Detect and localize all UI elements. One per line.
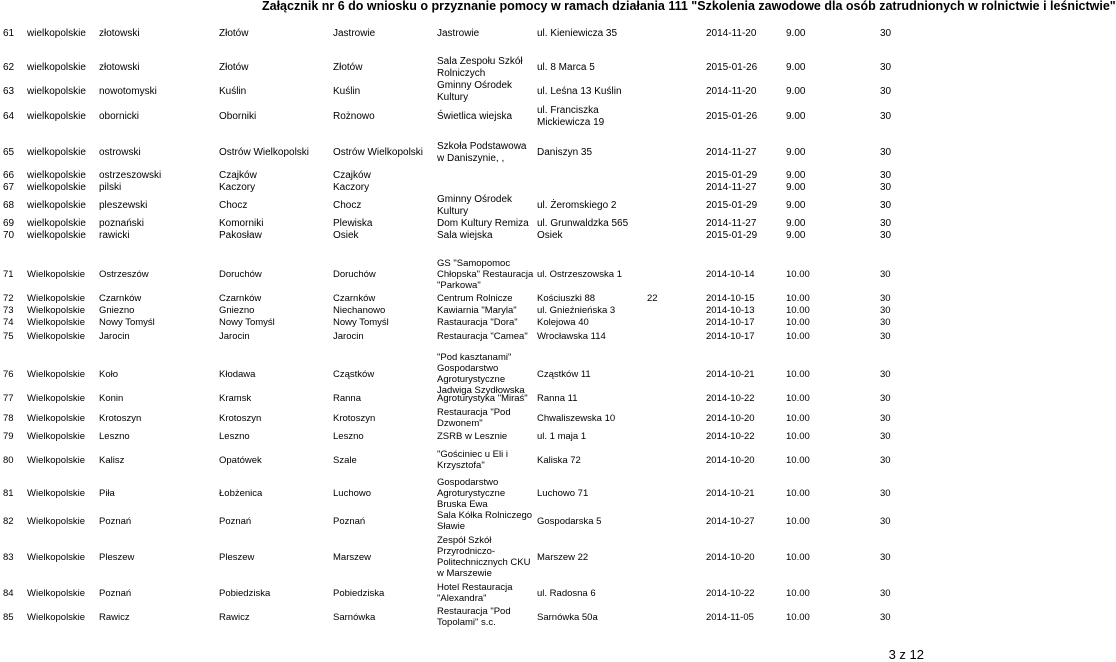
- cell-adres: ul. Radosna 6: [537, 588, 596, 599]
- cell-data: 2014-10-22: [706, 588, 755, 599]
- cell-nr: 82: [3, 516, 14, 527]
- cell-godz: 9.00: [786, 170, 806, 181]
- cell-adres: Kaliska 72: [537, 455, 581, 466]
- cell-gmina: Krotoszyn: [219, 413, 262, 424]
- cell-woj: Wielkopolskie: [27, 612, 86, 623]
- cell-miejsce: Szkoła Podstawowa w Daniszynie, ,: [437, 141, 527, 164]
- cell-woj: wielkopolskie: [27, 170, 86, 181]
- cell-woj: Wielkopolskie: [27, 516, 86, 527]
- cell-nr: 69: [3, 218, 15, 229]
- cell-gmina: Pakosław: [219, 230, 262, 241]
- cell-woj: wielkopolskie: [27, 218, 86, 229]
- cell-miejsce: Restauracja "Pod Dzwonem": [437, 407, 511, 429]
- cell-godziny: 30: [880, 218, 892, 229]
- cell-data: 2014-10-17: [706, 317, 755, 328]
- table-row: [0, 406, 960, 430]
- cell-woj: wielkopolskie: [27, 86, 86, 97]
- cell-godziny: 30: [880, 552, 891, 563]
- cell-miejsce: Zespół Szkół Przyrodniczo-Politechnicznych CKU w Marszewie: [437, 535, 531, 579]
- cell-gmina: Rawicz: [219, 612, 250, 623]
- cell-gmina: Doruchów: [219, 269, 262, 280]
- cell-godz: 10.00: [786, 369, 810, 380]
- table-row: [0, 182, 960, 194]
- cell-powiat: ostrzeszowski: [99, 170, 162, 181]
- cell-powiat: Poznań: [99, 516, 132, 527]
- cell-godz: 10.00: [786, 269, 810, 280]
- cell-data: 2014-10-17: [706, 331, 755, 342]
- cell-woj: Wielkopolskie: [27, 488, 86, 499]
- cell-woj: Wielkopolskie: [27, 588, 86, 599]
- cell-miejscowosc: Rożnowo: [333, 111, 375, 122]
- cell-godziny: 30: [880, 28, 892, 39]
- cell-nr: 75: [3, 331, 14, 342]
- table-row: [0, 80, 960, 104]
- cell-miejsce: Agroturystyka "Miraś": [437, 393, 528, 404]
- cell-adres: ul. Leśna 13 Kuślin: [537, 86, 622, 97]
- cell-powiat: Koło: [99, 369, 119, 380]
- cell-nr: 63: [3, 86, 15, 97]
- cell-adres: Daniszyn 35: [537, 147, 593, 158]
- cell-data: 2014-10-21: [706, 369, 755, 380]
- cell-godz: 9.00: [786, 230, 806, 241]
- cell-miejscowosc: Jastrowie: [333, 28, 376, 39]
- cell-godz: 10.00: [786, 431, 810, 442]
- cell-godziny: 30: [880, 431, 891, 442]
- cell-gmina: Łobżenica: [219, 488, 263, 499]
- cell-powiat: pleszewski: [99, 200, 148, 211]
- table-row: [0, 604, 960, 630]
- cell-adres: ul. Grunwaldzka 565: [537, 218, 629, 229]
- table-row: [0, 392, 960, 404]
- cell-adres: Gospodarska 5: [537, 516, 602, 527]
- cell-woj: wielkopolskie: [27, 28, 86, 39]
- cell-godz: 10.00: [786, 588, 810, 599]
- cell-gmina: Pleszew: [219, 552, 255, 563]
- cell-adres: Chwaliszewska 10: [537, 413, 616, 424]
- table-row: [0, 316, 960, 328]
- cell-nr: 62: [3, 62, 15, 73]
- cell-adres: ul. Kieniewicza 35: [537, 28, 618, 39]
- cell-gmina: Komorniki: [219, 218, 264, 229]
- cell-powiat: Leszno: [99, 431, 130, 442]
- cell-miejscowosc: Kaczory: [333, 182, 370, 193]
- cell-adres: Cząstków 11: [537, 369, 591, 380]
- cell-godziny: 30: [880, 170, 892, 181]
- cell-gmina: Oborniki: [219, 111, 257, 122]
- cell-godziny: 30: [880, 305, 891, 316]
- cell-powiat: złotowski: [99, 62, 140, 73]
- cell-gmina: Ostrów Wielkopolski: [219, 147, 310, 158]
- cell-gmina: Kłodawa: [219, 369, 256, 380]
- table-row: [0, 104, 960, 130]
- cell-gmina: Czajków: [219, 170, 257, 181]
- cell-data: 2014-11-27: [706, 182, 757, 193]
- cell-data: 2015-01-29: [706, 230, 758, 241]
- cell-godziny: 30: [880, 62, 892, 73]
- cell-miejsce: Rastauracja "Dora": [437, 317, 518, 328]
- cell-miejsce: Kawiarnia "Maryla": [437, 305, 517, 316]
- cell-miejscowosc: Czajków: [333, 170, 371, 181]
- cell-powiat: Jarocin: [99, 331, 130, 342]
- cell-godziny: 30: [880, 455, 891, 466]
- cell-woj: wielkopolskie: [27, 182, 86, 193]
- cell-adres: Kolejowa 40: [537, 317, 589, 328]
- cell-godz: 9.00: [786, 200, 806, 211]
- cell-nr: 85: [3, 612, 14, 623]
- cell-gmina: Kuślin: [219, 86, 247, 97]
- cell-gmina: Nowy Tomyśl: [219, 317, 275, 328]
- cell-gmina: Gniezno: [219, 305, 255, 316]
- cell-adres: ul. 1 maja 1: [537, 431, 587, 442]
- cell-adres: Osiek: [537, 230, 563, 241]
- document-header: Załącznik nr 6 do wniosku o przyznanie pomocy w ramach działania 111 "Szkolenia zawodowe dla osób zatrudnionych w rolnictwie i leśnictwie": [262, 0, 1116, 13]
- cell-gmina: Opatówek: [219, 455, 262, 466]
- page-number: 3 z 12: [888, 647, 924, 662]
- cell-adres: Wrocławska 114: [537, 331, 606, 342]
- cell-nr: 76: [3, 369, 14, 380]
- cell-nr: 74: [3, 317, 14, 328]
- cell-miejscowosc: Nowy Tomyśl: [333, 317, 389, 328]
- cell-miejsce: Sala Zespołu Szkół Rolniczych: [437, 56, 523, 79]
- table-row: [0, 12, 960, 56]
- cell-nr: 66: [3, 170, 15, 181]
- cell-godz: 9.00: [786, 86, 806, 97]
- cell-nr: 68: [3, 200, 15, 211]
- cell-data: 2014-11-27: [706, 147, 757, 158]
- cell-adres: ul. Franciszka Mickiewicza 19: [537, 105, 605, 128]
- cell-godziny: 30: [880, 588, 891, 599]
- cell-miejscowosc: Cząstków: [333, 369, 375, 380]
- cell-data: 2014-11-20: [706, 28, 757, 39]
- cell-woj: Wielkopolskie: [27, 431, 86, 442]
- cell-godziny: 30: [880, 200, 892, 211]
- cell-nr: 67: [3, 182, 15, 193]
- cell-nr: 84: [3, 588, 14, 599]
- cell-miejscowosc: Poznań: [333, 516, 366, 527]
- cell-godz: 10.00: [786, 612, 810, 623]
- cell-godziny: 30: [880, 488, 891, 499]
- cell-nr: 79: [3, 431, 14, 442]
- cell-godz: 9.00: [786, 28, 806, 39]
- cell-miejsce: Świetlica wiejska: [437, 111, 513, 122]
- cell-data: 2014-10-13: [706, 305, 755, 316]
- cell-godz: 9.00: [786, 182, 806, 193]
- cell-godziny: 30: [880, 111, 892, 122]
- cell-miejscowosc: Sarnówka: [333, 612, 376, 623]
- cell-data: 2014-10-27: [706, 516, 755, 527]
- cell-miejscowosc: Chocz: [333, 200, 362, 211]
- table-row: [0, 170, 960, 182]
- cell-miejsce: Centrum Rolnicze: [437, 293, 513, 304]
- cell-data: 2014-10-21: [706, 488, 755, 499]
- cell-gmina: Poznań: [219, 516, 252, 527]
- cell-godziny: 30: [880, 413, 891, 424]
- cell-woj: wielkopolskie: [27, 147, 86, 158]
- cell-godziny: 30: [880, 86, 892, 97]
- cell-miejsce: "Pod kasztanami" Gospodarstwo Agroturystyczne Jadwiga Szydłowska: [437, 352, 525, 396]
- cell-nr: 80: [3, 455, 14, 466]
- cell-gmina: Czarnków: [219, 293, 262, 304]
- cell-adres: ul. Gnieźnieńska 3: [537, 305, 616, 316]
- cell-godz: 10.00: [786, 516, 810, 527]
- cell-miejscowosc: Jarocin: [333, 331, 364, 342]
- table-row: [0, 304, 960, 316]
- cell-miejscowosc: Plewiska: [333, 218, 373, 229]
- cell-powiat: Gniezno: [99, 305, 135, 316]
- cell-miejsce: Jastrowie: [437, 28, 480, 39]
- cell-powiat: Nowy Tomyśl: [99, 317, 155, 328]
- cell-miejsce: Gminny Ośrodek Kultury: [437, 80, 513, 103]
- cell-woj: Wielkopolskie: [27, 369, 86, 380]
- cell-gmina: Jarocin: [219, 331, 250, 342]
- cell-miejsce: Sala Kółka Rolniczego Sławie: [437, 510, 533, 532]
- cell-adres: ul. Żeromskiego 2: [537, 200, 617, 211]
- cell-adres: Ranna 11: [537, 393, 578, 404]
- cell-miejscowosc: Niechanowo: [333, 305, 386, 316]
- cell-miejscowosc: Szale: [333, 455, 357, 466]
- cell-godziny: 30: [880, 393, 891, 404]
- cell-woj: wielkopolskie: [27, 200, 86, 211]
- cell-woj: Wielkopolskie: [27, 293, 86, 304]
- cell-godziny: 30: [880, 269, 891, 280]
- cell-data: 2015-01-26: [706, 111, 758, 122]
- cell-godziny: 30: [880, 230, 892, 241]
- cell-gmina: Złotów: [219, 62, 249, 73]
- cell-powiat: Konin: [99, 393, 124, 404]
- cell-data: 2014-10-22: [706, 393, 755, 404]
- cell-powiat: pilski: [99, 182, 122, 193]
- cell-gmina: Leszno: [219, 431, 250, 442]
- cell-miejsce: Sala wiejska: [437, 230, 493, 241]
- cell-nr: 65: [3, 147, 15, 158]
- cell-miejsce: ZSRB w Lesznie: [437, 431, 508, 442]
- cell-adres: Sarnówka 50a: [537, 612, 598, 623]
- cell-woj: Wielkopolskie: [27, 552, 86, 563]
- cell-godziny: 30: [880, 147, 892, 158]
- table-row: [0, 534, 960, 580]
- cell-data: 2014-11-05: [706, 612, 754, 623]
- cell-powiat: poznański: [99, 218, 145, 229]
- cell-powiat: Czarnków: [99, 293, 142, 304]
- cell-godz: 10.00: [786, 293, 810, 304]
- cell-nr: 73: [3, 305, 14, 316]
- cell-data: 2014-10-20: [706, 552, 755, 563]
- table-row: [0, 194, 960, 218]
- table-row: [0, 292, 960, 304]
- cell-gmina: Chocz: [219, 200, 248, 211]
- cell-miejsce: Dom Kultury Remiza: [437, 218, 529, 229]
- cell-miejsce: GS "Samopomoc Chłopska" Restauracja "Parkowa": [437, 258, 534, 291]
- cell-miejscowosc: Czarnków: [333, 293, 376, 304]
- cell-powiat: złotowski: [99, 28, 140, 39]
- table-row: [0, 250, 960, 298]
- cell-data: 2015-01-29: [706, 200, 758, 211]
- cell-miejscowosc: Doruchów: [333, 269, 376, 280]
- cell-nr: 71: [3, 269, 14, 280]
- cell-nr: 78: [3, 413, 14, 424]
- cell-miejscowosc: Kuślin: [333, 86, 361, 97]
- table-row: [0, 56, 960, 80]
- cell-data: 2014-10-15: [706, 293, 755, 304]
- cell-miejscowosc: Osiek: [333, 230, 359, 241]
- cell-gmina: Kramsk: [219, 393, 252, 404]
- table-row: [0, 136, 960, 170]
- table-row: [0, 508, 960, 534]
- cell-powiat: obornicki: [99, 111, 140, 122]
- cell-miejsce: Gminny Ośrodek Kultury: [437, 194, 513, 217]
- cell-godz: 10.00: [786, 488, 810, 499]
- cell-powiat: ostrowski: [99, 147, 141, 158]
- cell-gmina: Kaczory: [219, 182, 256, 193]
- cell-miejscowosc: Luchowo: [333, 488, 372, 499]
- cell-godz: 9.00: [786, 218, 806, 229]
- cell-miejscowosc: Ostrów Wielkopolski: [333, 147, 424, 158]
- cell-woj: Wielkopolskie: [27, 455, 86, 466]
- table-row: [0, 230, 960, 242]
- cell-woj: wielkopolskie: [27, 230, 86, 241]
- cell-woj: wielkopolskie: [27, 111, 86, 122]
- cell-nr: 83: [3, 552, 14, 563]
- cell-godz: 10.00: [786, 305, 810, 316]
- cell-adres: Kościuszki 88: [537, 293, 596, 304]
- cell-data: 2014-10-20: [706, 455, 755, 466]
- cell-godziny: 30: [880, 331, 891, 342]
- cell-gmina: Złotów: [219, 28, 249, 39]
- cell-powiat: Krotoszyn: [99, 413, 142, 424]
- cell-data: 2014-10-20: [706, 413, 755, 424]
- cell-godz: 10.00: [786, 331, 810, 342]
- cell-woj: Wielkopolskie: [27, 305, 86, 316]
- cell-godz: 10.00: [786, 317, 810, 328]
- cell-godz: 10.00: [786, 455, 810, 466]
- cell-godz: 10.00: [786, 413, 810, 424]
- cell-miejsce: Gospodarstwo Agroturystyczne Bruska Ewa: [437, 477, 506, 510]
- cell-nr: 70: [3, 230, 15, 241]
- cell-miejscowosc: Pobiedziska: [333, 588, 385, 599]
- cell-nr: 81: [3, 488, 14, 499]
- table-row: [0, 218, 960, 230]
- cell-godziny: 30: [880, 317, 891, 328]
- cell-godziny: 30: [880, 612, 891, 623]
- cell-cnt: 22: [647, 293, 658, 304]
- cell-godz: 10.00: [786, 552, 810, 563]
- cell-data: 2015-01-26: [706, 62, 758, 73]
- cell-godz: 9.00: [786, 111, 806, 122]
- cell-adres: Marszew 22: [537, 552, 589, 563]
- cell-adres: ul. 8 Marca 5: [537, 62, 595, 73]
- cell-miejscowosc: Ranna: [333, 393, 361, 404]
- cell-powiat: Piła: [99, 488, 115, 499]
- cell-miejscowosc: Leszno: [333, 431, 364, 442]
- cell-adres: ul. Ostrzeszowska 1: [537, 269, 622, 280]
- cell-nr: 72: [3, 293, 14, 304]
- cell-miejsce: Restauracja "Camea": [437, 331, 528, 342]
- cell-powiat: Kalisz: [99, 455, 125, 466]
- cell-woj: Wielkopolskie: [27, 393, 86, 404]
- cell-godziny: 30: [880, 516, 891, 527]
- cell-nr: 61: [3, 28, 15, 39]
- cell-gmina: Pobiedziska: [219, 588, 271, 599]
- cell-powiat: Pleszew: [99, 552, 135, 563]
- cell-woj: Wielkopolskie: [27, 413, 86, 424]
- cell-godziny: 30: [880, 182, 892, 193]
- cell-nr: 77: [3, 393, 14, 404]
- cell-miejscowosc: Marszew: [333, 552, 372, 563]
- cell-data: 2014-11-27: [706, 218, 757, 229]
- table-row: [0, 476, 960, 510]
- cell-powiat: rawicki: [99, 230, 130, 241]
- table-row: [0, 430, 960, 442]
- cell-godz: 10.00: [786, 393, 810, 404]
- cell-woj: Wielkopolskie: [27, 269, 86, 280]
- cell-data: 2014-11-20: [706, 86, 757, 97]
- cell-woj: wielkopolskie: [27, 62, 86, 73]
- cell-nr: 64: [3, 111, 15, 122]
- cell-woj: Wielkopolskie: [27, 317, 86, 328]
- cell-miejsce: "Gościniec u Eli i Krzysztofa": [437, 449, 508, 471]
- cell-powiat: Rawicz: [99, 612, 130, 623]
- cell-data: 2014-10-14: [706, 269, 755, 280]
- table-row: [0, 444, 960, 476]
- cell-godz: 9.00: [786, 62, 806, 73]
- cell-miejsce: Hotel Restauracja "Alexandra": [437, 582, 513, 604]
- cell-miejscowosc: Złotów: [333, 62, 363, 73]
- cell-powiat: Poznań: [99, 588, 132, 599]
- cell-godz: 9.00: [786, 147, 806, 158]
- cell-godziny: 30: [880, 369, 891, 380]
- table-row: [0, 582, 960, 604]
- cell-powiat: Ostrzeszów: [99, 269, 149, 280]
- cell-miejscowosc: Krotoszyn: [333, 413, 376, 424]
- cell-data: 2014-10-22: [706, 431, 755, 442]
- cell-data: 2015-01-29: [706, 170, 758, 181]
- cell-powiat: nowotomyski: [99, 86, 157, 97]
- cell-miejsce: Restauracja "Pod Topolami" s.c.: [437, 606, 511, 628]
- cell-godziny: 30: [880, 293, 891, 304]
- cell-adres: Luchowo 71: [537, 488, 589, 499]
- table-row: [0, 330, 960, 342]
- cell-woj: Wielkopolskie: [27, 331, 86, 342]
